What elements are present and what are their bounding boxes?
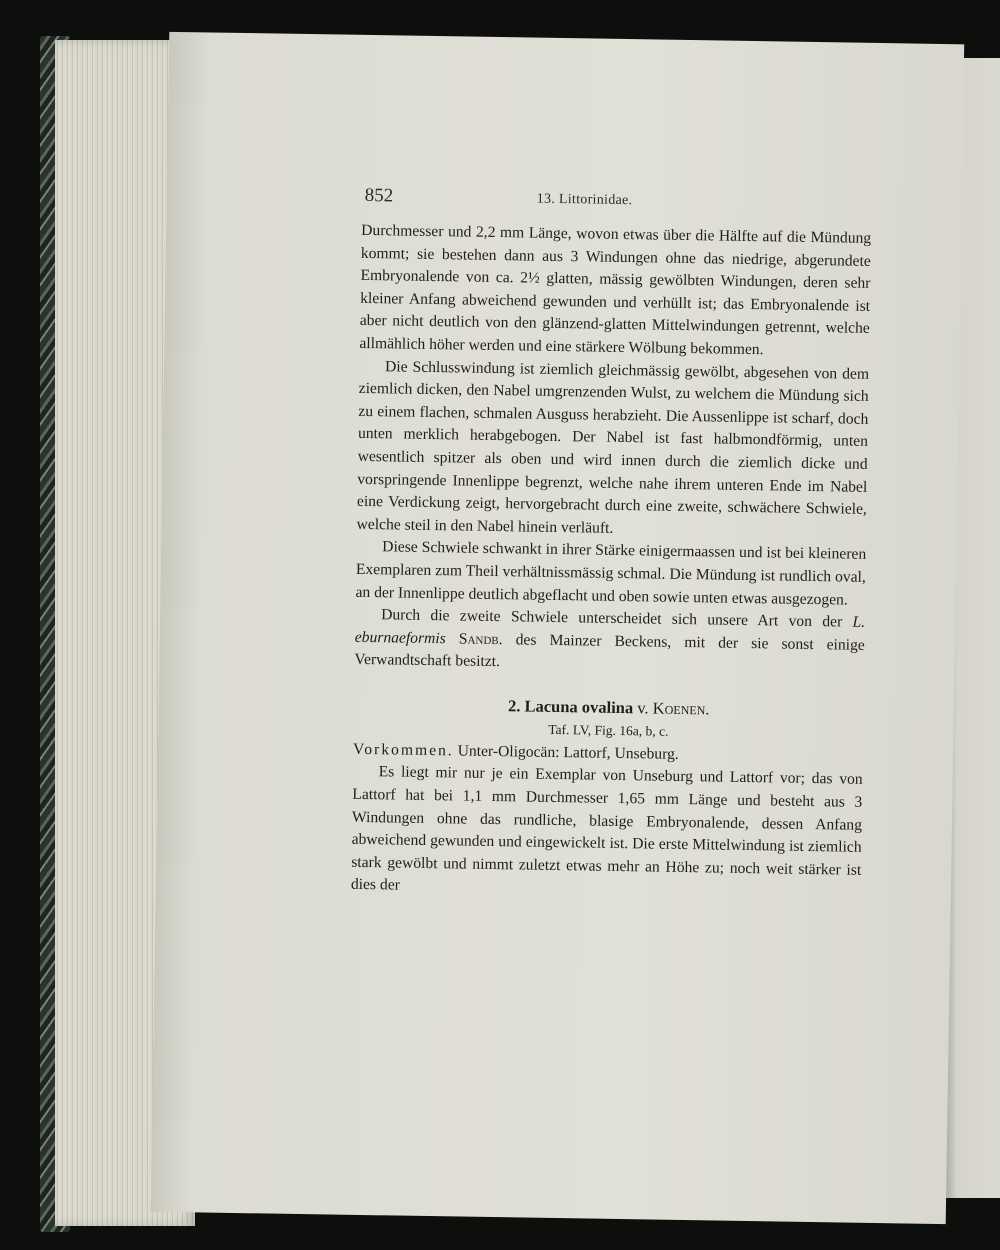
occurrence-text: Unter-Oligocän: Lattorf, Unseburg. [457,742,679,763]
paragraph-4 [354,604,865,680]
occurrence-label: Vorkommen. [352,740,454,760]
species-heading-prefix: v. [637,698,649,718]
species-heading-name: 2. Lacuna ovalina [507,696,634,718]
paragraph-5: Es liegt mir nur je ein Exemplar von Unseburg und Lattorf vor; das von Lattorf hat bei 1,1 mm Durchmesser 1,65 mm Länge und besteht aus 3 Windungen ohne das rundliche, blasige Embryonalende, dessen Anfang abweichend gewunden und eingewickelt ist. Die erste Mittelwindung ist ziemlich stark gewölbt und nimmt zuletzt etwas mehr an Höhe zu; noch weit stärker ist dies der [350,763,863,894]
paragraph-1: Durchmesser und 2,2 mm Länge, wovon etwas über die Hälfte auf die Mündung kommt; sie bestehen dann aus 3 Windungen ohne das niedrige, abgerundete Embryonalende von ca. 2½ glatten, mässig gewölbten Windungen, deren sehr kleiner Anfang abweichend gewunden und verhüllt ist; das Embryonalende ist aber nicht deutlich von den glänzend-glatten Mittelwindungen getrennt, welche allmählich höher werden und eine stärkere Wölbung bekommen. [359,221,872,359]
paragraph-3: Diese Schwiele schwankt in ihrer Stärke einigermaassen und ist bei kleineren Exemplaren zum Theil verhältnissmässig schmal. Die Mündung ist rundlich oval, an der Innenlippe deutlich abgeflacht und oben sowie unten etwas ausgezogen. [355,538,867,609]
book-page [151,32,964,1224]
species-heading-author: Koenen. [652,698,710,719]
running-head [357,185,877,217]
page-text [351,220,872,905]
species-author: Sandb. [458,630,503,648]
plate-reference: Taf. LV, Fig. 16a, b, c. [548,721,669,739]
paragraph-2: Die Schlusswindung ist ziemlich gleichmässig gewölbt, abgesehen von dem ziemlich dicken, den Nabel umgrenzenden Wulst, zu welchem die Mündung sich zu einem flachen, schmalen Ausguss herabzieht. Die Aussenlippe ist scharf, doch unten merklich herabgebogen. Der Nabel ist fast halbmondförmig, unten wesentlich spitzer als oben und wird innen durch die ziemlich dicke und vorspringende Innenlippe begrenzt, welche nahe ihrem unteren Ende im Nabel eine Verdickung zeigt, hervorgebracht durch eine zweite, schwächere Schwiele, welche steil in den Nabel hinein verläuft. [356,357,870,537]
paragraph-4-start: Durch die zweite Schwiele unterscheidet sich unsere Art von der [381,606,853,631]
page-number: 852 [364,184,394,207]
species-name-italic: L. eburnaeformis [354,613,866,647]
section-title: 13. Littorinidae. [536,191,633,209]
paragraph-4-end: des Mainzer Beckens, mit der sie sonst einige Verwandtschaft besitzt. [354,630,865,671]
